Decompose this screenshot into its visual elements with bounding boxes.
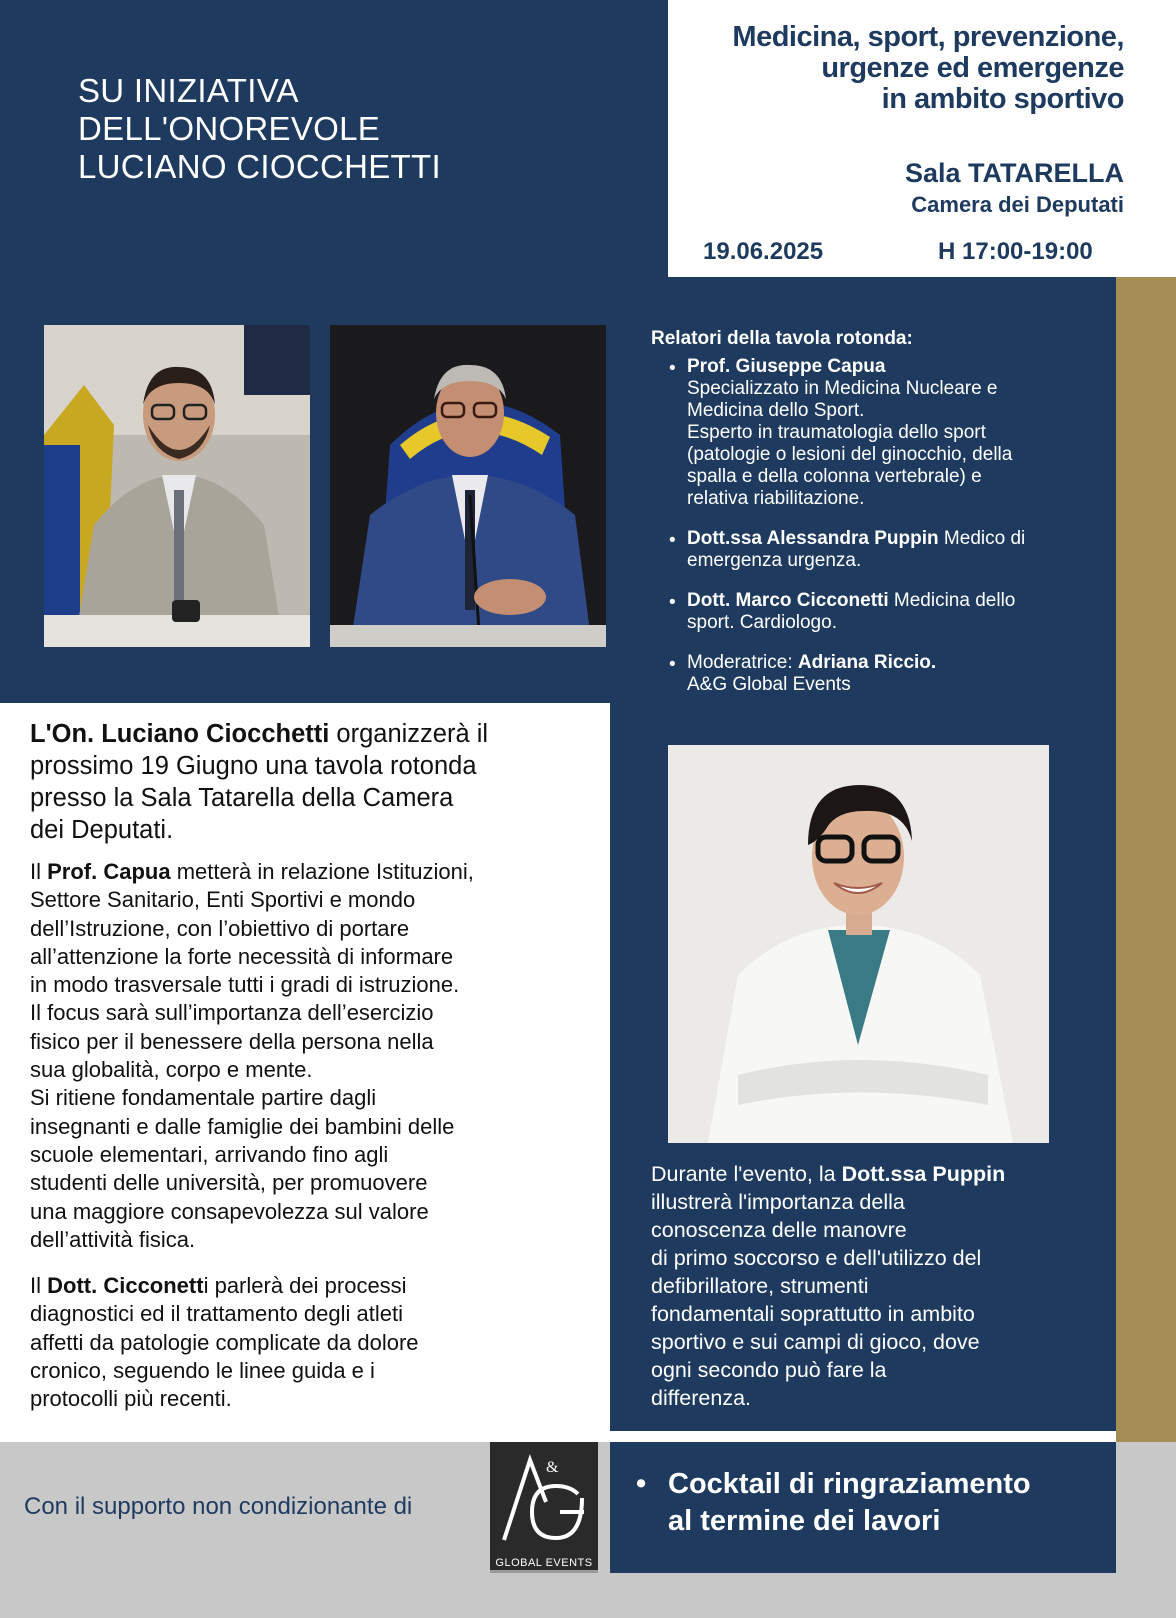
- speaker-item: [687, 528, 1101, 572]
- body1-line: in modo trasversale tutti i gradi di istruzione.: [30, 972, 460, 998]
- puppin-line: conoscenza delle manovre: [651, 1218, 907, 1242]
- speaker-desc-line: emergenza urgenza.: [687, 549, 862, 571]
- moderator-prefix: Moderatrice:: [687, 651, 798, 673]
- speakers-list: [651, 326, 1101, 708]
- body1-line: dell’Istruzione, con l’obiettivo di portare: [30, 915, 410, 941]
- body1-line: una maggiore consapevolezza sul valore: [30, 1198, 429, 1224]
- event-time: H 17:00-19:00: [938, 238, 1093, 265]
- event-title-line: Medicina, sport, prevenzione,: [732, 21, 1124, 53]
- lead-line: presso la Sala Tatarella della Camera: [30, 784, 454, 812]
- initiative-heading: [78, 72, 441, 186]
- body2-rest: i parlerà dei processi: [203, 1273, 407, 1298]
- body1-line: Settore Sanitario, Enti Sportivi e mondo: [30, 887, 416, 913]
- photo-speaker-1: [44, 325, 310, 647]
- body2-line: protocolli più recenti.: [30, 1386, 232, 1412]
- puppin-line: fondamentali soprattutto in ambito: [651, 1302, 975, 1326]
- body2-bold: Dott. Cicconett: [47, 1273, 204, 1298]
- body2-line: diagnostici ed il trattamento degli atleti: [30, 1301, 403, 1327]
- body1-rest: metterà in relazione Istituzioni,: [170, 859, 474, 884]
- photo-speaker-2: [330, 325, 606, 647]
- body2-line: cronico, seguendo le linee guida e i: [30, 1357, 375, 1383]
- puppin-line: [651, 1160, 1091, 1188]
- puppin-intro: Durante l'evento, la: [651, 1162, 842, 1186]
- puppin-line: differenza.: [651, 1386, 752, 1410]
- ag-global-events-logo: [490, 1442, 598, 1573]
- svg-text:&: &: [546, 1459, 559, 1476]
- venue-name: Sala TATARELLA: [904, 158, 1124, 188]
- speaker-desc-inline: Medicina dello: [888, 589, 1016, 611]
- lead-paragraph: [30, 718, 595, 846]
- logo-caption: GLOBAL EVENTS: [495, 1557, 593, 1569]
- lead-rest: organizzerà il: [329, 720, 489, 748]
- event-title: [680, 22, 1124, 115]
- gold-side-bar: [1116, 277, 1176, 1573]
- photo-speaker-3: [668, 745, 1049, 1143]
- speaker-desc-line: Esperto in traumatologia dello sport: [687, 421, 986, 443]
- speaker-desc-line: (patologie o lesioni del ginocchio, della: [687, 443, 1013, 465]
- bullet-icon: •: [636, 1468, 647, 1500]
- body1-line: fisico per il benessere della persona nella: [30, 1028, 434, 1054]
- body1-line: sua globalità, corpo e mente.: [30, 1057, 313, 1083]
- speaker-desc-line: Medicina dello Sport.: [687, 399, 865, 421]
- body1-line: all’attenzione la forte necessità di informare: [30, 943, 454, 969]
- speaker-item: [687, 590, 1101, 634]
- speaker-item: [687, 652, 1101, 696]
- speaker-desc-line: Specializzato in Medicina Nucleare e: [687, 377, 998, 399]
- body2-line: affetti da patologie complicate da dolore: [30, 1329, 419, 1355]
- speaker-desc-inline: Medico di: [938, 527, 1026, 549]
- body1-line: insegnanti e dalle famiglie dei bambini delle: [30, 1113, 455, 1139]
- cocktail-note: [636, 1466, 1096, 1540]
- initiative-line: DELL'ONOREVOLE: [78, 110, 381, 147]
- body1-line: Si ritiene fondamentale partire dagli: [30, 1085, 377, 1111]
- event-title-line: in ambito sportivo: [881, 83, 1124, 115]
- venue-subtitle: Camera dei Deputati: [911, 192, 1124, 217]
- body1-bold: Prof. Capua: [47, 859, 171, 884]
- speaker-desc-line: sport. Cardiologo.: [687, 611, 837, 633]
- body1-line: scuole elementari, arrivando fino agli: [30, 1141, 389, 1167]
- speaker-desc-line: spalla e della colonna vertebrale) e: [687, 465, 982, 487]
- cocktail-line: Cocktail di ringraziamento: [668, 1468, 1031, 1500]
- initiative-line: LUCIANO CIOCCHETTI: [78, 148, 441, 185]
- capua-paragraph: [30, 858, 600, 1254]
- speaker-name: Dott. Marco Cicconetti: [687, 589, 889, 611]
- event-title-line: urgenze ed emergenze: [821, 52, 1124, 84]
- body1-pre: Il: [30, 859, 48, 884]
- support-text: Con il supporto non condizionante di: [24, 1493, 413, 1520]
- cicconetti-paragraph: [30, 1272, 600, 1413]
- speaker-desc-line: A&G Global Events: [687, 673, 851, 695]
- puppin-line: defibrillatore, strumenti: [651, 1274, 869, 1298]
- body1-line: Il focus sarà sull’importanza dell’esercizio: [30, 1000, 434, 1026]
- lead-line: dei Deputati.: [30, 816, 174, 844]
- lead-line: prossimo 19 Giugno una tavola rotonda: [30, 752, 477, 780]
- speaker-name: • Prof. Giuseppe Capua: [687, 355, 886, 377]
- puppin-line: illustrerà l'importanza della: [651, 1190, 905, 1214]
- event-date: 19.06.2025: [703, 238, 824, 265]
- lead-bold: L'On. Luciano Ciocchetti: [30, 720, 330, 748]
- puppin-line: ogni secondo può fare la: [651, 1358, 887, 1382]
- speaker-item: [687, 356, 1101, 510]
- puppin-name: Dott.ssa Puppin: [841, 1162, 1006, 1186]
- body1-line: studenti delle università, per promuovere: [30, 1170, 428, 1196]
- puppin-line: di primo soccorso e dell'utilizzo del: [651, 1246, 982, 1270]
- puppin-line: sportivo e sui campi di gioco, dove: [651, 1330, 980, 1354]
- speaker-name: Dott.ssa Alessandra Puppin: [687, 527, 939, 549]
- speaker-desc-line: relativa riabilitazione.: [687, 487, 865, 509]
- initiative-line: SU INIZIATIVA: [78, 72, 299, 109]
- speaker-name: Adriana Riccio.: [797, 651, 937, 673]
- speakers-heading: Relatori della tavola rotonda:: [651, 328, 913, 349]
- body2-pre: Il: [30, 1273, 48, 1298]
- ag-logo-mark: [490, 1442, 598, 1550]
- body1-line: dell’attività fisica.: [30, 1226, 196, 1252]
- cocktail-line: al termine dei lavori: [668, 1505, 941, 1537]
- puppin-description: [651, 1160, 1091, 1412]
